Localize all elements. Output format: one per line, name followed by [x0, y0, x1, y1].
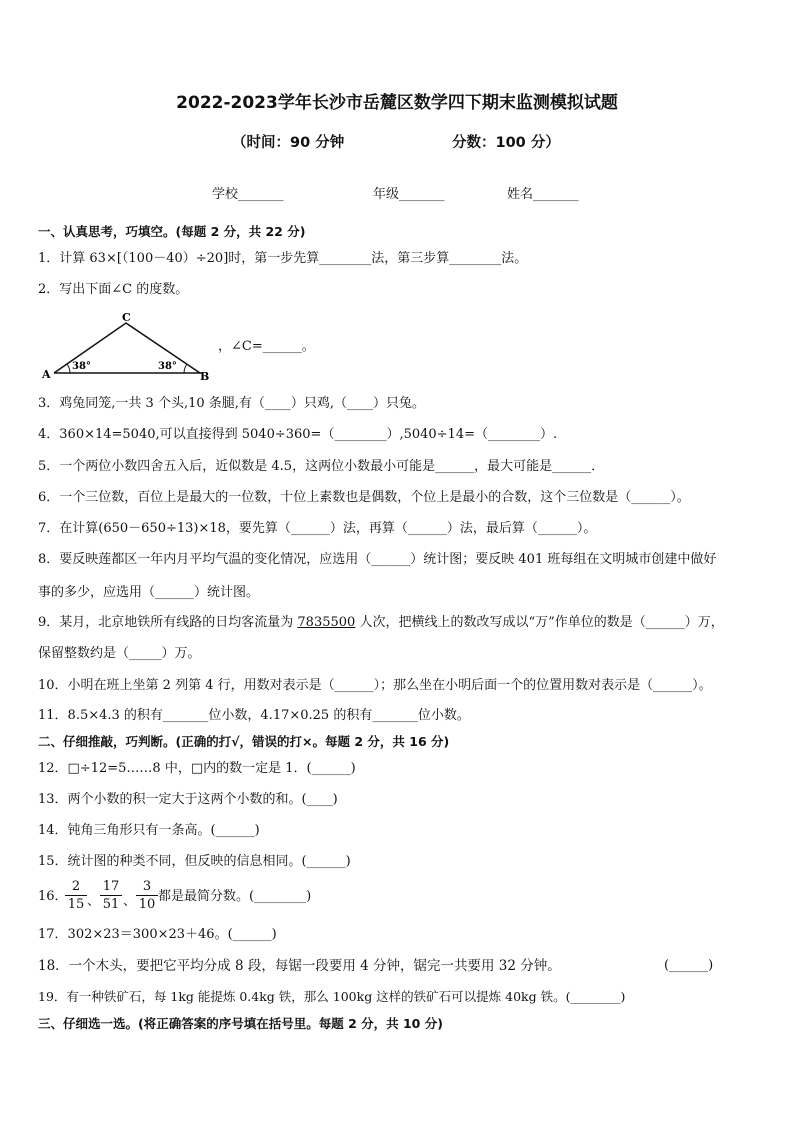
question-11: 11．8.5×4.3 的积有_______位小数，4.17×0.25 的积有_______位小数。 — [38, 708, 470, 723]
fraction-separator: 、 — [123, 894, 137, 909]
fraction-numerator: 2 — [71, 879, 81, 894]
fraction-2-15 — [65, 879, 87, 912]
question-14: 14．钝角三角形只有一条高。(______) — [38, 823, 260, 838]
question-9-line-1 — [38, 614, 724, 632]
question-9-number: 7835500 — [297, 615, 356, 630]
fraction-denominator: 15 — [67, 897, 85, 912]
fraction-17-51 — [100, 879, 122, 912]
question-16-number: 16． — [38, 889, 68, 904]
question-17: 17．302×23＝300×23＋46。(______) — [38, 927, 277, 942]
fraction-separator: 、 — [87, 894, 101, 909]
triangle-figure — [40, 308, 220, 386]
fraction-numerator: 17 — [102, 879, 120, 894]
question-1: 1．计算 63×[（100－40）÷20]时，第一步先算________法，第三步算________法。 — [38, 251, 528, 266]
question-18: 18．一个木头，要把它平均分成 8 段，每锯一段要用 4 分钟，锯完一共要用 32 分钟。 — [38, 958, 561, 974]
fraction-numerator: 3 — [142, 879, 152, 894]
fraction-denominator: 51 — [102, 897, 120, 912]
fraction-3-10 — [136, 879, 158, 912]
question-8-line-2: 事的多少，应选用（______）统计图。 — [38, 585, 260, 600]
section-2-heading: 二、仔细推敲，巧判断。(正确的打√，错误的打×。每题 2 分，共 16 分) — [38, 734, 450, 749]
question-8-line-1: 8．要反映莲都区一年内月平均气温的变化情况，应选用（______）统计图；要反映 401 班每组在文明城市创建中做好 — [38, 552, 717, 567]
angle-a-label: 38° — [72, 361, 91, 372]
question-4: 4．360×14=5040,可以直接得到 5040÷360=（________）,5040÷14=（________）. — [38, 427, 558, 442]
question-7: 7．在计算(650－650÷13)×18，要先算（______）法，再算（______）法，最后算（______）。 — [38, 521, 597, 536]
question-19: 19．有一种铁矿石，每 1kg 能提炼 0.4kg 铁，那么 100kg 这样的铁矿石可以提炼 40kg 铁。(________) — [38, 989, 626, 1004]
question-18-answer: (______) — [664, 958, 714, 973]
section-1-heading: 一、认真思考，巧填空。(每题 2 分，共 22 分) — [38, 224, 306, 239]
question-2-answer: ，∠C=______。 — [218, 339, 315, 354]
question-10: 10．小明在班上坐第 2 列第 4 行，用数对表示是（______）；那么坐在小明后面一个的位置用数对表示是（______）。 — [38, 678, 712, 693]
question-3: 3．鸡兔同笼,一共 3 个头,10 条腿,有（____）只鸡,（____）只兔。 — [38, 396, 426, 411]
section-3-heading: 三、仔细选一选。(将正确答案的序号填在括号里。每题 2 分，共 10 分) — [38, 1016, 443, 1031]
school-field: 学校_______ — [212, 187, 284, 202]
grade-field: 年级_______ — [373, 187, 445, 202]
question-9-text-b: 人次，把横线上的数改写成以“万”作单位的数是（______）万， — [355, 615, 724, 630]
vertex-a-label: A — [42, 368, 51, 381]
question-2: 2．写出下面∠C 的度数。 — [38, 282, 189, 297]
vertex-c-label: C — [122, 311, 131, 324]
question-9-text-a: 9．某月，北京地铁所有线路的日均客流量为 — [38, 615, 298, 630]
page-title: 2022-2023学年长沙市岳麓区数学四下期末监测模拟试题 — [176, 93, 618, 113]
exam-score: 分数：100 分） — [452, 135, 560, 151]
question-16-text: 都是最简分数。(________) — [158, 889, 312, 904]
question-13: 13．两个小数的积一定大于这两个小数的和。(____) — [38, 792, 338, 807]
question-12: 12．□÷12=5……8 中，□内的数一定是 1．(______) — [38, 761, 356, 776]
vertex-b-label: B — [200, 370, 210, 383]
name-field: 姓名_______ — [507, 187, 579, 202]
question-15: 15．统计图的种类不同，但反映的信息相同。(______) — [38, 854, 351, 869]
angle-b-label: 38° — [158, 361, 177, 372]
question-9-line-2: 保留整数约是（_____）万。 — [38, 646, 201, 661]
fraction-denominator: 10 — [138, 897, 156, 912]
question-5: 5．一个两位小数四舍五入后，近似数是 4.5，这两位小数最小可能是______，最大可能是______． — [38, 459, 605, 474]
exam-time: （时间：90 分钟 — [232, 135, 345, 151]
question-6: 6．一个三位数，百位上是最大的一位数，十位上素数也是偶数，个位上是最小的合数，这个三位数是（______）。 — [38, 490, 690, 505]
